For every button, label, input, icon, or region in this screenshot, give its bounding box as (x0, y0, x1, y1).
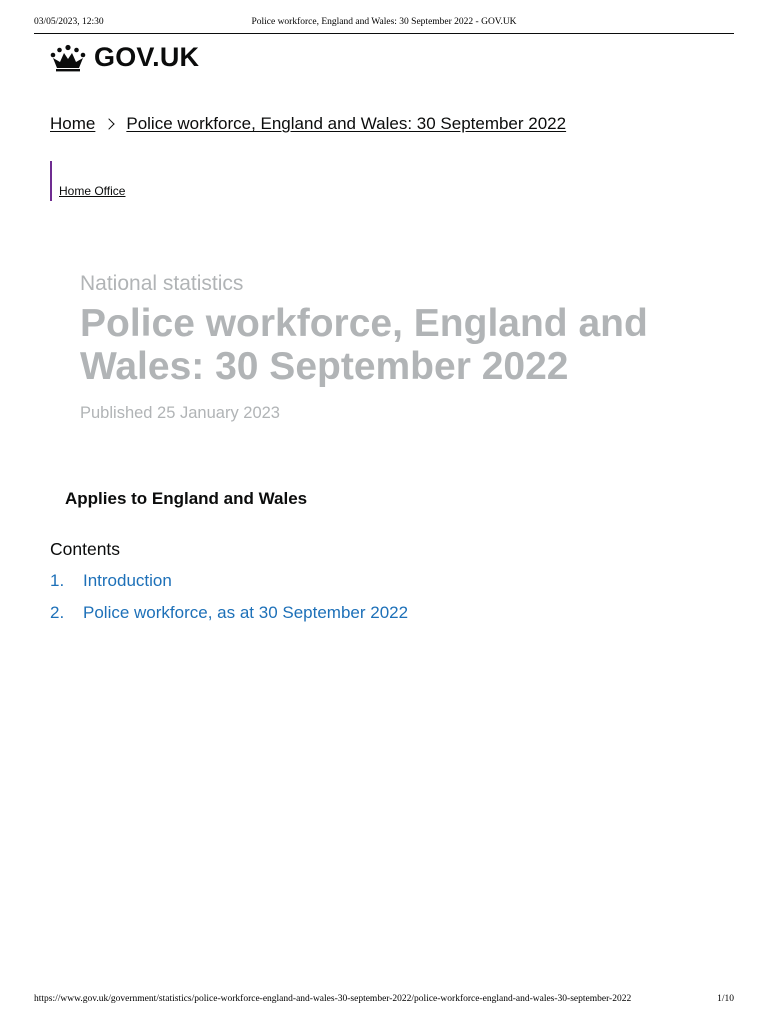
contents-item-number: 2. (50, 602, 65, 622)
govuk-logo-link[interactable] (50, 42, 199, 73)
page-title: Police workforce, England and Wales: 30 September 2022 (80, 302, 648, 388)
logo-text: GOV.UK (94, 42, 200, 72)
header-divider (34, 33, 734, 34)
contents-item-number: 1. (50, 571, 65, 590)
breadcrumb-home-link[interactable]: Home (50, 114, 96, 133)
page-number: 1/10 (717, 994, 734, 1004)
print-date: 03/05/2023, 12:30 (34, 17, 104, 27)
contents-link-introduction[interactable]: Introduction (83, 571, 172, 590)
applies-to-label: Applies to England and Wales (65, 489, 308, 508)
print-url: https://www.gov.uk/government/statistics/police-workforce-england-and-wales-30-september-2022/police-workforce-england-and-wales-30-september-2022 (34, 994, 632, 1004)
organisation-link[interactable]: Home Office (59, 184, 126, 198)
contents-heading: Contents (50, 539, 121, 559)
crown-icon (50, 44, 86, 72)
print-document-title: Police workforce, England and Wales: 30 September 2022 - GOV.UK (251, 17, 517, 27)
breadcrumb-collection-link[interactable]: Police workforce, England and Wales: 30 September 2022 (126, 114, 567, 133)
chevron-right-icon (104, 118, 115, 129)
document-type-caption: National statistics (80, 272, 244, 295)
published-date: Published 25 January 2023 (80, 404, 280, 422)
contents-link-police-workforce[interactable]: Police workforce, as at 30 September 2022 (83, 602, 409, 622)
contents-list (50, 571, 408, 634)
organisation-block (50, 161, 125, 201)
contents-item (50, 571, 408, 603)
title-block (80, 272, 720, 423)
contents-item (50, 603, 408, 635)
breadcrumb (50, 114, 566, 134)
